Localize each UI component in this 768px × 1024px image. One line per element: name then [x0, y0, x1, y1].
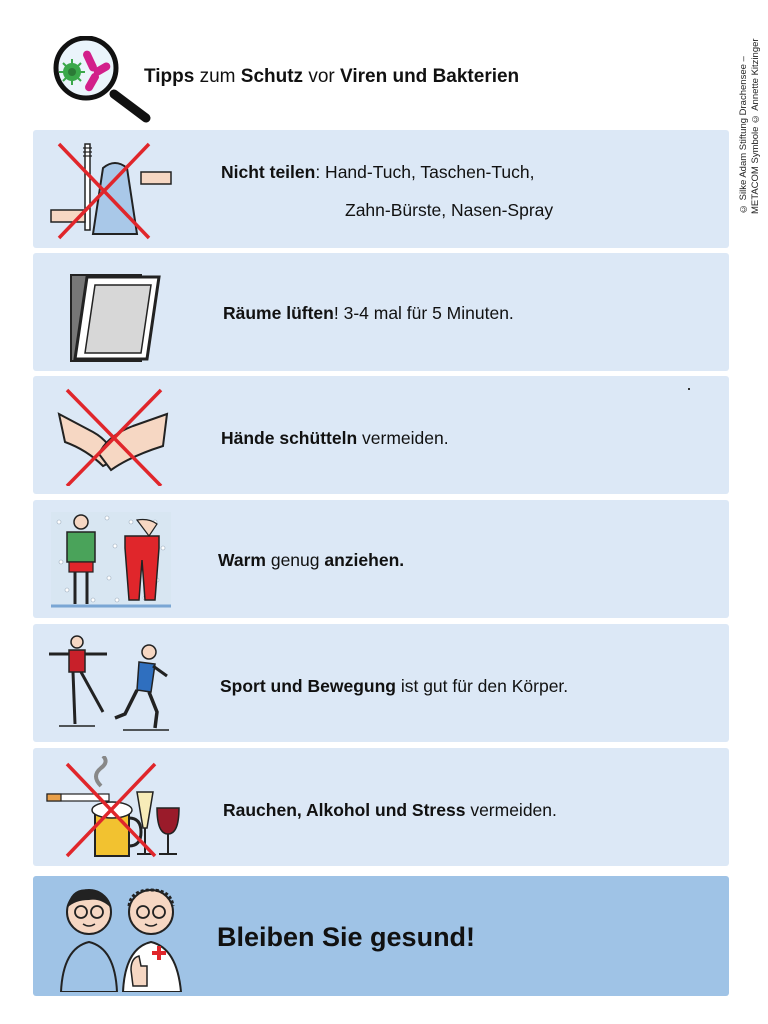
tip-card-no-smoking-alcohol — [33, 748, 729, 866]
tip-text: Rauchen, Alkohol und Stress vermeiden. — [223, 800, 557, 820]
tip-text: Warm genug anziehen. — [218, 550, 405, 570]
no-handshake-icon — [45, 384, 181, 486]
page-header — [48, 36, 648, 126]
final-card — [33, 876, 729, 996]
magnifier-bacteria-icon — [48, 36, 158, 126]
no-smoking-alcohol-icon — [45, 756, 181, 858]
sport-running-icon — [45, 632, 181, 734]
window-ventilate-icon — [45, 261, 181, 363]
credit-line-1: © Silke Adam Stiftung Drachensee – — [738, 56, 749, 214]
page-title: Tipps zum Schutz vor Viren und Bakterien — [144, 66, 520, 87]
tip-card-no-handshake — [33, 376, 729, 494]
tip-card-ventilate — [33, 253, 729, 371]
stray-dot — [688, 388, 690, 390]
tip-text-line2: Zahn-Bürste, Nasen-Spray — [345, 200, 554, 220]
tip-card-sport — [33, 624, 729, 742]
no-sharing-towel-toothbrush-icon — [45, 138, 181, 240]
tip-card-no-sharing — [33, 130, 729, 248]
copyright-credit — [738, 14, 766, 214]
tip-text: Sport und Bewegung ist gut für den Körper. — [220, 676, 569, 696]
tip-text: Räume lüften! 3-4 mal für 5 Minuten. — [223, 303, 514, 323]
doctor-and-person-icon — [57, 882, 187, 992]
final-message: Bleiben Sie gesund! — [217, 922, 476, 952]
warm-clothes-icon — [45, 508, 181, 610]
tip-text: Nicht teilen: Hand-Tuch, Taschen-Tuch, — [221, 162, 535, 182]
tip-card-warm-clothes — [33, 500, 729, 618]
credit-line-2: METACOM Symbole © Annette Kitzinger — [750, 38, 761, 214]
tip-text: Hände schütteln vermeiden. — [221, 428, 449, 448]
